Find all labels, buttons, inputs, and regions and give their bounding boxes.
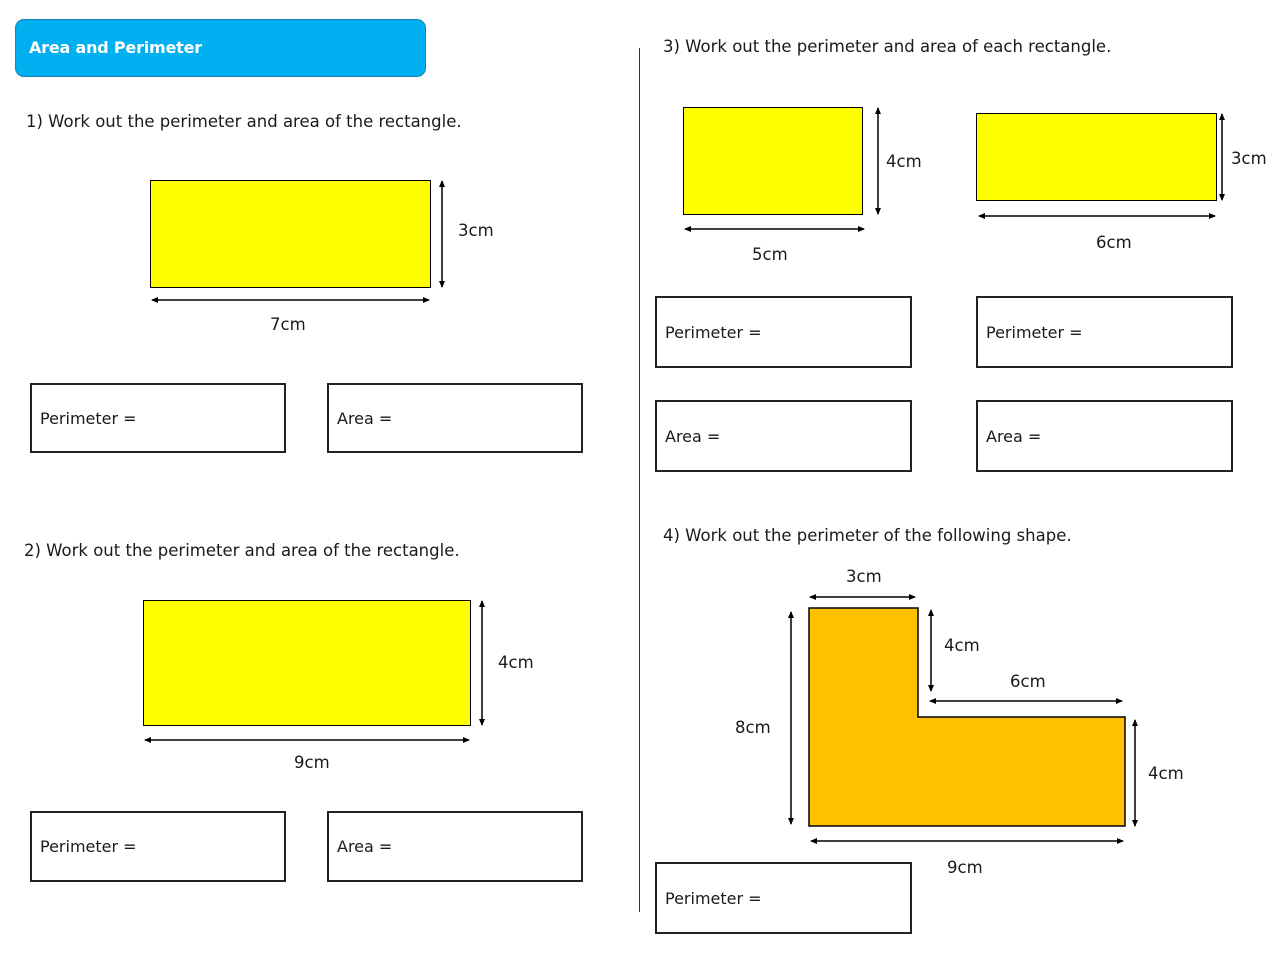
q1-width-label: 7cm bbox=[270, 315, 306, 334]
q1-area-label: Area = bbox=[337, 408, 393, 428]
page-title: Area and Perimeter bbox=[29, 38, 202, 57]
q4-inner-horizontal-label: 6cm bbox=[1010, 672, 1046, 691]
q3b-perimeter-label: Perimeter = bbox=[986, 322, 1083, 342]
q4-left-label: 8cm bbox=[735, 718, 771, 737]
question-2-prompt: 2) Work out the perimeter and area of the rectangle. bbox=[24, 541, 460, 560]
q2-width-label: 9cm bbox=[294, 753, 330, 772]
q3b-area-label: Area = bbox=[986, 426, 1042, 446]
q1-perimeter-label: Perimeter = bbox=[40, 408, 137, 428]
q2-height-label: 4cm bbox=[498, 653, 534, 672]
q2-area-label: Area = bbox=[337, 837, 393, 856]
q4-perimeter-label: Perimeter = bbox=[665, 888, 762, 908]
q4-right-label: 4cm bbox=[1148, 764, 1184, 783]
q3a-width-label: 5cm bbox=[752, 245, 788, 264]
q3b-width-label: 6cm bbox=[1096, 233, 1132, 252]
q3a-height-label: 4cm bbox=[886, 152, 922, 171]
q3a-area-label: Area = bbox=[665, 426, 721, 446]
q3b-height-label: 3cm bbox=[1231, 149, 1267, 168]
q4-bottom-label: 9cm bbox=[947, 858, 983, 877]
q1-height-label: 3cm bbox=[458, 221, 494, 240]
q3a-perimeter-label: Perimeter = bbox=[665, 322, 762, 342]
q2-perimeter-label: Perimeter = bbox=[40, 837, 137, 856]
question-1-prompt: 1) Work out the perimeter and area of the rectangle. bbox=[26, 112, 462, 131]
q4-l-shape bbox=[809, 608, 1125, 826]
question-3-prompt: 3) Work out the perimeter and area of each rectangle. bbox=[663, 37, 1112, 56]
q4-inner-vertical-label: 4cm bbox=[944, 636, 980, 655]
question-4-prompt: 4) Work out the perimeter of the following shape. bbox=[663, 526, 1072, 545]
q4-top-label: 3cm bbox=[846, 567, 882, 586]
